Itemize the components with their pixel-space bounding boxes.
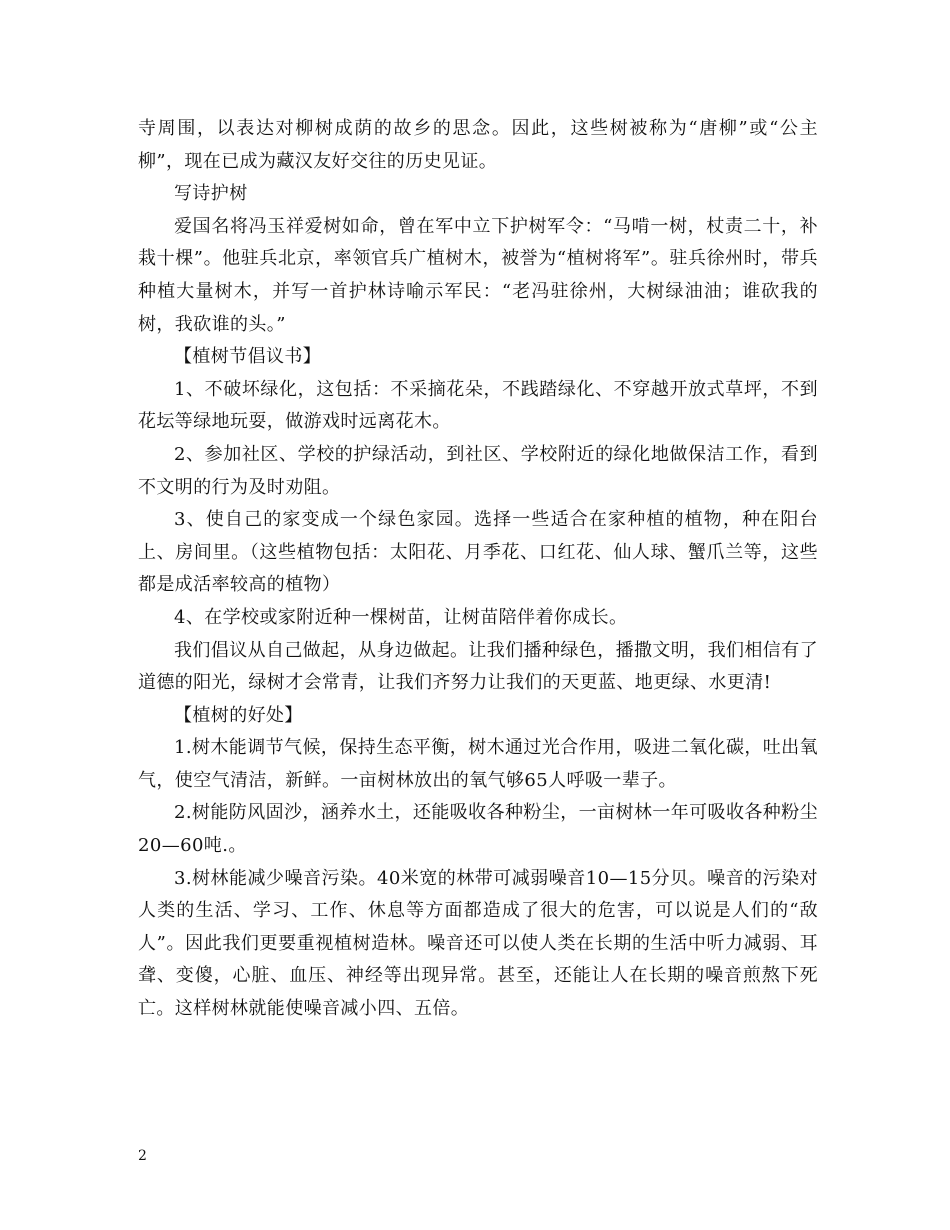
proposal-item-1: 1、不破坏绿化，这包括：不采摘花朵，不践踏绿化、不穿越开放式草坪，不到花坛等绿地玩耍，做游戏时远离花木。 [138, 378, 818, 433]
benefit-item-1: 1.树木能调节气候，保持生态平衡，树木通过光合作用，吸进二氧化碳，吐出氧气，使空气清洁，新鲜。一亩树林放出的氧气够65人呼吸一辈子。 [138, 737, 818, 791]
proposal-item-4: 4、在学校或家附近种一棵树苗，让树苗陪伴着你成长。 [174, 606, 628, 628]
proposal-closing: 我们倡议从自己做起，从身边做起。让我们播种绿色，播撒文明，我们相信有了道德的阳光，绿树才会常青，让我们齐努力让我们的天更蓝、地更绿、水更清! [138, 639, 818, 694]
page-number: 2 [138, 1148, 147, 1164]
proposal-item-3: 3、使自己的家变成一个绿色家园。选择一些适合在家种植的植物，种在阳台上、房间里。（这些植物包括：太阳花、月季花、口红花、仙人球、蟹爪兰等，这些都是成活率较高的植物） [138, 509, 818, 596]
paragraph-feng-yuxiang: 爱国名将冯玉祥爱树如命，曾在军中立下护树军令：“马啃一树，杖责二十，补栽十棵”。他驻兵北京，率领官兵广植树木，被誉为“植树将军”。驻兵徐州时，带兵种植大量树木，并写一首护林诗喻示军民：“老冯驻徐州，大树绿油油；谁砍我的树，我砍谁的头。” [138, 215, 818, 335]
section-heading-benefits: 【植树的好处】 [174, 704, 303, 726]
benefit-item-3: 3.树林能减少噪音污染。40米宽的林带可减弱噪音10—15分贝。噪音的污染对人类的生活、学习、工作、休息等方面都造成了很大的危害，可以说是人们的“敌人”。因此我们更要重视植树造林。噪音还可以使人类在长期的生活中听力减弱、耳聋、变傻，心脏、血压、神经等出现异常。甚至，还能让人在长期的噪音煎熬下死亡。这样树林就能使噪音减小四、五倍。 [138, 867, 818, 1020]
section-heading-proposal: 【植树节倡议书】 [174, 346, 322, 368]
paragraph-continuation: 寺周围，以表达对柳树成荫的故乡的思念。因此，这些树被称为“唐柳”或“公主柳”，现在已成为藏汉友好交往的历史见证。 [138, 118, 818, 172]
section-heading-poem: 写诗护树 [174, 183, 248, 205]
document-body [138, 113, 818, 1026]
proposal-item-2: 2、参加社区、学校的护绿活动，到社区、学校附近的绿化地做保洁工作，看到不文明的行为及时劝阻。 [138, 443, 818, 498]
benefit-item-2: 2.树能防风固沙，涵养水土，还能吸收各种粉尘，一亩树林一年可吸收各种粉尘20—60吨.。 [138, 802, 818, 857]
